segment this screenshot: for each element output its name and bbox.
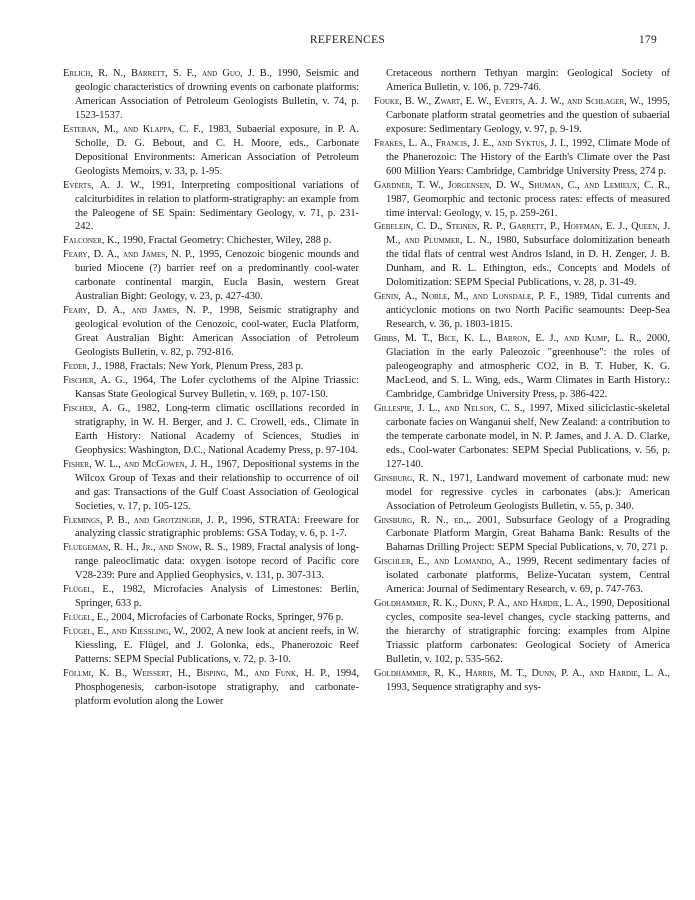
reference-entry — [63, 458, 359, 514]
reference-entry — [374, 290, 670, 332]
reference-entry — [63, 514, 359, 542]
reference-entry — [63, 67, 359, 123]
reference-authors: Goldhammer, R. K., Harris, M. T., Dunn, P. A., and Hardie, L. A., — [374, 667, 670, 679]
reference-authors: Ginsburg, R. N., ed.,. — [374, 514, 472, 526]
reference-authors: Gibbs, M. T., Bice, K. L., Barron, E. J., and Kump, — [374, 333, 610, 345]
reference-text: 1996, STRATA: Freeware for analyzing classic stratigraphic problems: GSA Today, v. 6, p. 1-7. — [75, 514, 359, 540]
reference-entry — [63, 667, 359, 709]
reference-authors: Gebelein, C. D., Steinen, R. P., Garrett, P., Hoffman, E. J., Queen, J. M., and Plummer, L. N., — [374, 221, 670, 247]
running-head — [0, 34, 695, 50]
reference-authors: Gillespie, J. L., and Nelson, C. S., — [374, 402, 526, 414]
reference-authors: Ginsburg, R. N., — [374, 472, 446, 484]
reference-entry — [374, 220, 670, 290]
reference-entry — [374, 667, 670, 695]
reference-authors: Erlich, R. N., Barrett, S. F., and Guo, J. B., — [63, 68, 272, 79]
page-number: 179 — [638, 34, 657, 46]
reference-entry — [374, 597, 670, 667]
reference-entry — [374, 95, 670, 137]
reference-authors: Fischer, A. G., — [63, 402, 131, 414]
reference-authors: Everts, A. J. W., — [63, 179, 145, 191]
reference-authors: Frakes, L. A., Francis, J. E., and Syktus, J. I., — [374, 137, 569, 149]
reference-text: 1993, Sequence stratigraphy and sys- — [386, 681, 541, 693]
reference-authors: Gardner, T. W., Jorgensen, D. W., Shuman, C., and Lemieux, C. R., — [374, 179, 670, 191]
reference-text: 1997, Mixed siliciclastic-skeletal carbonate facies on Wanganui shelf, New Zealand: a contribution to the temperate carbonate model, in N. P. James, and J. A. D. Clarke, eds., Cool-water Carbonates: SEPM Special Publications, v. 56, p. 127-140. — [386, 402, 671, 470]
reference-authors: Föllmi, K. B., Weissert, H., Bisping, M., and Funk, — [63, 667, 299, 679]
reference-entry — [63, 374, 359, 402]
reference-authors: Genin, A., Noble, M., and Lonsdale, P. F., — [374, 291, 560, 303]
reference-text: 1995, Cenozoic biogenic mounds and buried Miocene (?) barrier reef on a predominantly cool-water carbonate continental margin, Eucla Basin, western Great Australian Bight: Geology, v. 23, p. 427-430. — [75, 249, 359, 303]
reference-authors: Feary, D. A., and James, N. P., — [63, 249, 195, 261]
reference-text: 1989, Tidal currents and anticyclonic motions on two North Pacific seamounts: Deep-Sea Research, v. 36, p. 1803-1815. — [386, 291, 670, 331]
reference-entry — [63, 402, 359, 458]
reference-text: 1991, Interpreting compositional variations of calciturbidites in relation to platform-stratigraphy: an example from the Paleogene of SE Spain: Sedimentary Geology, v. 71, p. 231-242. — [75, 179, 359, 233]
reference-authors: Fisher, W. L., and McGowen, J. H., — [63, 458, 213, 470]
left-column — [63, 67, 359, 709]
reference-text: 1989, Fractal analysis of long-range paleoclimatic data: oxygen isotope record of Pacific core V28-239: Pure and Applied Geophysics, v. 131, p. 307-313. — [75, 542, 359, 582]
reference-text: 1995, Carbonate platform stratal geometries and the question of subaerial exposure: Sedimentary Geology, v. 97, p. 9-19. — [386, 95, 670, 135]
reference-entry — [63, 583, 359, 611]
reference-text: 1982, Long-term climatic oscillations recorded in stratigraphy, in W. H. Berger, and J. C. Crowell, eds., Climate in Earth History: National Academy of Sciences, Studies in Geophysics: Washington, D.C., National Academy Press, p. 97-104. — [75, 402, 359, 456]
reference-entry — [63, 248, 359, 304]
reference-text: 1971, Landward movement of carbonate mud: new model for regressive cycles in carbonates (abs.): American Association of Petroleum Geologists Bulletin, v. 55, p. 340. — [386, 472, 670, 512]
reference-authors: Fouke, B. W., Zwart, E. W., Everts, A. J. W., and Schlager, W., — [374, 95, 644, 107]
reference-entry — [374, 137, 670, 179]
reference-authors: Feary, D. A., and James, N. P., — [63, 305, 213, 317]
reference-text: 2001, Subsurface Geology of a Prograding Carbonate Platform Margin, Great Bahama Bank: Results of the Bahamas Drilling Project: SEPM Special Publications, v. 70, 271 p. — [386, 514, 670, 554]
reference-text: 1964, The Lofer cyclothems of the Alpine Triassic: Kansas State Geological Survey Bulletin, v. 169, p. 107-150. — [75, 374, 359, 400]
reference-authors: Goldhammer, R. K., Dunn, P. A., and Hardie, L. A., — [374, 598, 589, 610]
reference-authors: Feder, J., — [63, 361, 102, 373]
reference-entry — [63, 304, 359, 360]
running-title: REFERENCES — [309, 34, 386, 46]
reference-entry — [63, 541, 359, 583]
reference-entry — [63, 234, 359, 248]
reference-authors: Flügel, E., — [63, 584, 114, 596]
reference-text: H. P., 1994, Phosphogenesis, carbon-isotope stratigraphy, and carbonate-platform evolution along the Lower — [75, 667, 360, 707]
reference-text: 1967, Depositional systems in the Wilcox Group of Texas and their relationship to occurrence of oil and gas: Transactions of the Gulf Coast Association of Geological Societies, v. 17, p. 105-125. — [75, 458, 359, 512]
reference-authors: Fluegeman, R. H., Jr., and Snow, R. S., — [63, 542, 229, 554]
reference-text: 2004, Microfacies of Carbonate Rocks, Springer, 976 p. — [111, 612, 344, 624]
reference-continuation: Cretaceous northern Tethyan margin: Geological Society of America Bulletin, v. 106, p. 729-746. — [386, 68, 670, 93]
reference-entry — [374, 472, 670, 514]
reference-authors: Fischer, A. G., — [63, 374, 128, 386]
reference-text: 1980, Subsurface dolomitization beneath the tidal flats of central west Andros Island, in D. H. Zenger, J. B. Dunham, and R. L. Ethington, eds., Concepts and Models of Dolomitization: SEPM Special Publications, v. 28, p. 31-49. — [386, 235, 670, 289]
reference-text: 1998, Seismic stratigraphy and geological evolution of the Cenozoic, cool-water, Eucla Platform, Great Australian Bight: American Association of Petroleum Geologists Bulletin, v. 82, p. 792-816. — [75, 305, 359, 359]
reference-entry — [63, 123, 359, 179]
reference-text: 1987, Geomorphic and tectonic process rates: effects of measured time interval: Geology, v. 15, p. 259-261. — [386, 193, 670, 219]
reference-text: 1992, Climate Mode of the Phanerozoic: The History of the Earth's Climate over the Past 600 Million Years: Cambridge, Cambridge University Press, 274 p. — [386, 137, 670, 177]
reference-text: 1988, Fractals: New York, Plenum Press, 283 p. — [104, 361, 304, 373]
reference-text: 1990, Depositional cycles, composite sea-level changes, cycle stacking patterns, and the hierarchy of stratigraphic forcing: examples from Alpine Triassic platform carbonates: Geological Society of America Bulletin, v. 102, p. 535-562. — [386, 598, 671, 666]
reference-authors: Flemings, P. B., and Grotzinger, J. P., — [63, 514, 228, 526]
reference-entry — [63, 179, 359, 235]
reference-text: 1999, Recent sedimentary facies of isolated carbonate platforms, Belize-Yucatan system, Central America: Journal of Sedimentary Research, v. 69, p. 747-763. — [386, 556, 670, 596]
right-column — [374, 67, 670, 695]
reference-entry — [374, 179, 670, 221]
reference-text: 1990, Seismic and geologic characteristics of drowning events on carbonate platforms: American Association of Petroleum Geologists Bulletin, v. 74, p. 1523-1537. — [75, 68, 359, 121]
reference-text: 2002, A new look at ancient reefs, in W. Kiessling, E. Flügel, and J. Golonka, eds., Phanerozoic Reef Patterns: SEPM Special Publications, v. 72, p. 3-10. — [75, 626, 359, 666]
reference-entry — [63, 625, 359, 667]
reference-entry — [374, 332, 670, 402]
reference-entry — [63, 360, 359, 374]
reference-text: 1982, Microfacies Analysis of Limestones: Berlin, Springer, 633 p. — [75, 584, 359, 610]
reference-text: L. R., 2000, Glaciation in the early Paleozoic "greenhouse": the roles of paleogeography and atmospheric CO2, in B. T. Huber, K. G. MacLeod, and S. L. Wing, eds., Warm Climates in Earth History.: Cambridge, Cambridge University Press, p. 386-422. — [386, 333, 670, 400]
reference-entry — [63, 611, 359, 625]
reference-authors: Flügel, E., and Kiessling, W., — [63, 626, 188, 638]
reference-entry — [374, 514, 670, 556]
reference-text: 1990, Fractal Geometry: Chichester, Wiley, 288 p. — [122, 235, 332, 247]
reference-entry — [374, 402, 670, 472]
reference-authors: Flügel, E., — [63, 612, 109, 624]
reference-authors: Gischler, E., and Lomando, A., — [374, 556, 512, 568]
reference-text: 1983, Subaerial exposure, in P. A. Scholle, D. G. Bebout, and C. H. Moore, eds., Carbonate Depositional Environments: American Association of Petroleum Geologists Memoirs, v. 33, p. 1-95. — [75, 123, 359, 177]
reference-authors: Falconer, K., — [63, 235, 120, 247]
reference-authors: Esteban, M., and Klappa, C. F., — [63, 123, 204, 135]
reference-entry — [374, 555, 670, 597]
